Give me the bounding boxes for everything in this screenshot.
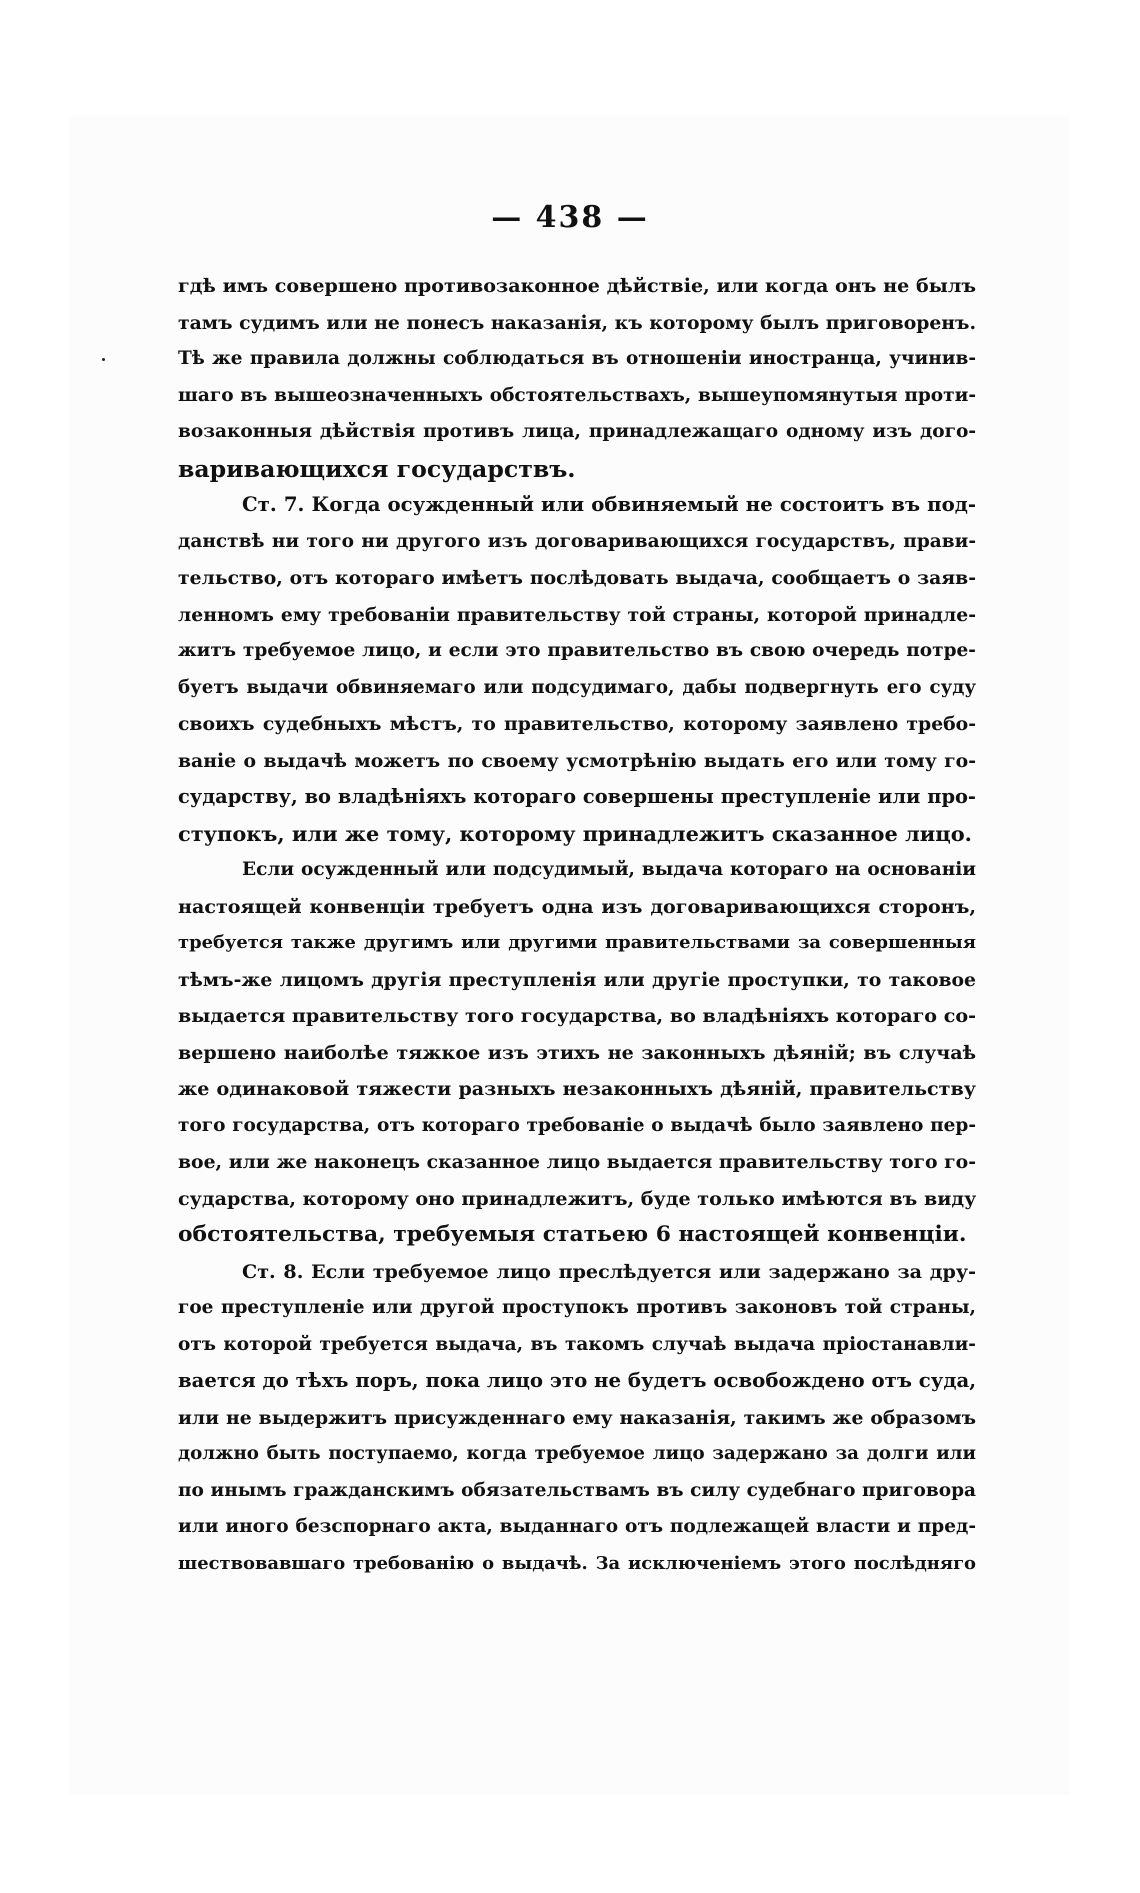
text-line: тѣмъ-же лицомъ другія преступленія или другіе проступки, то таковое bbox=[178, 968, 976, 991]
text-line: ступокъ, или же тому, которому принадлежитъ сказанное лицо. bbox=[178, 820, 972, 846]
text-line: вершено наиболѣе тяжкое изъ этихъ не законныхъ дѣяній; въ случаѣ bbox=[178, 1040, 976, 1064]
text-line: варивающихся государствъ. bbox=[178, 454, 576, 483]
text-line: житъ требуемое лицо, и если это правительство въ свою очередь потре- bbox=[178, 640, 976, 661]
text-line: вается до тѣхъ поръ, пока лицо это не будетъ освобождено отъ суда, bbox=[178, 1369, 976, 1392]
text-line: сударства, которому оно принадлежитъ, буде только имѣются въ виду bbox=[178, 1186, 976, 1210]
text-line: выдается правительству того государства, во владѣніяхъ котораго со- bbox=[178, 1004, 976, 1027]
text-line: Ст. 8. Если требуемое лицо преслѣдуется или задержано за дру- bbox=[242, 1259, 976, 1283]
margin-mark bbox=[102, 358, 105, 361]
text-line: вое, или же наконецъ сказанное лицо выдается правительству того го- bbox=[178, 1151, 976, 1173]
text-line: ленномъ ему требованіи правительству той страны, которой принадле- bbox=[178, 603, 976, 626]
text-line: должно быть поступаемо, когда требуемое лицо задержано за долги или bbox=[178, 1443, 976, 1464]
text-line: Если осужденный или подсудимый, выдача котораго на основаніи bbox=[242, 859, 976, 880]
text-line: возаконныя дѣйствія противъ лица, принадлежащаго одному изъ дого- bbox=[178, 421, 976, 442]
text-line: Ст. 7. Когда осужденный или обвиняемый не состоитъ въ под- bbox=[242, 493, 976, 516]
text-line: же одинаковой тяжести разныхъ незаконныхъ дѣяній, правительству bbox=[178, 1077, 976, 1100]
text-line: обстоятельства, требуемыя статьею 6 настоящей конвенціи. bbox=[178, 1222, 967, 1247]
text-line: своихъ судебныхъ мѣстъ, то правительство, которому заявлено требо- bbox=[178, 713, 976, 735]
page-number: — 438 — bbox=[491, 200, 649, 235]
text-line: того государства, отъ котораго требованіе о выдачѣ было заявлено пер- bbox=[178, 1114, 976, 1136]
text-line: сударству, во владѣніяхъ котораго совершены преступленіе или про- bbox=[178, 785, 976, 808]
text-line: буетъ выдачи обвиняемаго или подсудимаго, дабы подвергнуть его суду bbox=[178, 676, 976, 698]
text-line: гдѣ имъ совершено противозаконное дѣйствіе, или когда онъ не былъ bbox=[178, 274, 976, 297]
text-line: Тѣ же правила должны соблюдаться въ отношеніи иностранца, учинив- bbox=[178, 348, 976, 369]
text-line: тамъ судимъ или не понесъ наказанія, къ которому былъ приговоренъ. bbox=[178, 311, 976, 334]
body-text bbox=[178, 268, 976, 1582]
text-line: данствѣ ни того ни другого изъ договаривающихся государствъ, прави- bbox=[178, 530, 976, 552]
text-line: шествовавшаго требованію о выдачѣ. За исключеніемъ этого послѣдняго bbox=[178, 1552, 976, 1574]
text-line: ваніе о выдачѣ можетъ по своему усмотрѣнію выдать его или тому го- bbox=[178, 749, 976, 772]
text-line: требуется также другимъ или другими правительствами за совершенныя bbox=[178, 932, 976, 953]
text-line: настоящей конвенціи требуетъ одна изъ договаривающихся сторонъ, bbox=[178, 894, 976, 918]
text-line: или не выдержитъ присужденнаго ему наказанія, такимъ же образомъ bbox=[178, 1406, 976, 1429]
text-line: по инымъ гражданскимъ обязательствамъ въ силу судебнаго приговора bbox=[178, 1479, 976, 1501]
text-line: шаго въ вышеозначенныхъ обстоятельствахъ, вышеупомянутыя проти- bbox=[178, 384, 976, 406]
text-line: отъ которой требуется выдача, въ такомъ случаѣ выдача пріостанавли- bbox=[178, 1333, 976, 1355]
text-line: гое преступленіе или другой проступокъ противъ законовъ той страны, bbox=[178, 1297, 976, 1318]
text-line: или иного безспорнаго акта, выданнаго отъ подлежащей власти и пред- bbox=[178, 1516, 976, 1537]
text-line: тельство, отъ котораго имѣетъ послѣдовать выдача, сообщаетъ о заяв- bbox=[178, 567, 976, 589]
